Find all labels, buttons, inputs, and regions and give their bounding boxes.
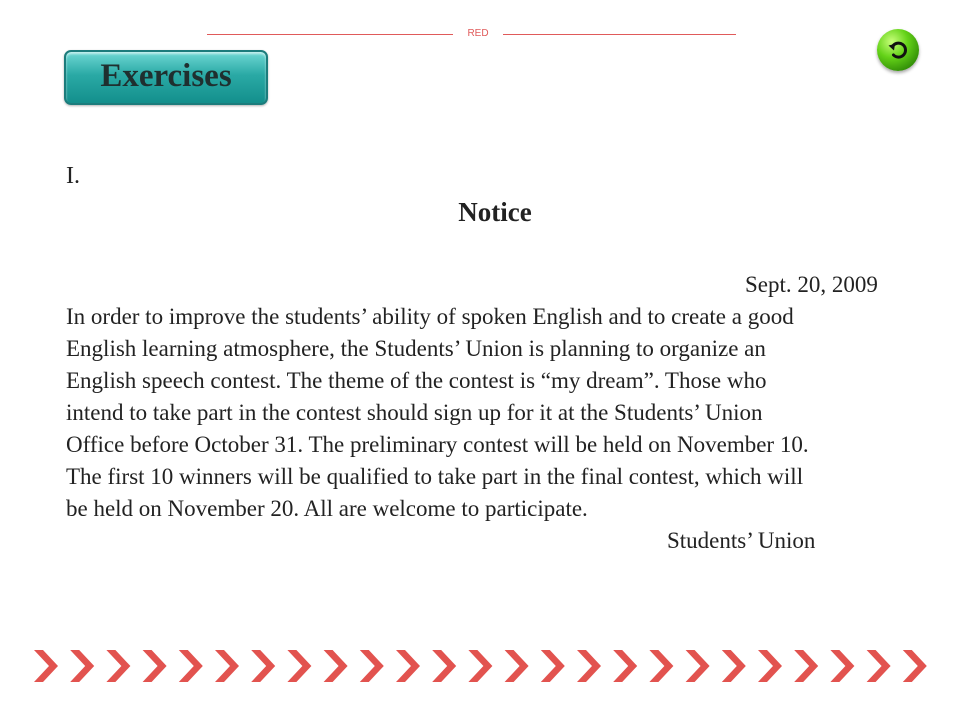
notice-line: be held on November 20. All are welcome to participate.	[66, 496, 588, 521]
return-arrow-icon	[886, 38, 910, 62]
chevron-mark	[468, 650, 492, 682]
notice-signature: Students’ Union	[667, 528, 816, 553]
notice-line: English learning atmosphere, the Students’ Union is planning to organize an	[66, 336, 766, 361]
chevron-mark	[505, 650, 529, 682]
chevron-mark	[722, 650, 746, 682]
chevron-mark	[34, 650, 58, 682]
chevron-mark	[541, 650, 565, 682]
chevron-row-icon	[30, 646, 935, 686]
chevron-mark	[686, 650, 710, 682]
chevron-mark	[867, 650, 891, 682]
chevron-mark	[70, 650, 94, 682]
chevron-mark	[143, 650, 167, 682]
chevron-mark	[251, 650, 275, 682]
chevron-mark	[649, 650, 673, 682]
chevron-mark	[903, 650, 927, 682]
section-number: I.	[66, 163, 80, 189]
notice-line: intend to take part in the contest should sign up for it at the Students’ Union	[66, 400, 763, 425]
notice-body	[66, 301, 809, 525]
notice-line: Office before October 31. The preliminary contest will be held on November 10.	[66, 432, 809, 457]
notice-date: Sept. 20, 2009	[745, 272, 878, 297]
chevron-mark	[758, 650, 782, 682]
chevron-mark	[396, 650, 420, 682]
notice-title: Notice	[458, 197, 532, 227]
back-button[interactable]	[877, 29, 919, 71]
chevron-mark	[613, 650, 637, 682]
chevron-mark	[324, 650, 348, 682]
exercises-button[interactable]: Exercises	[64, 50, 268, 105]
chevron-mark	[794, 650, 818, 682]
notice-line: The first 10 winners will be qualified to take part in the final contest, which will	[66, 464, 804, 489]
notice-line: English speech contest. The theme of the contest is “my dream”. Those who	[66, 368, 767, 393]
notice-line: In order to improve the students’ ability of spoken English and to create a good	[66, 304, 794, 329]
header-label: RED	[467, 28, 489, 39]
chevron-mark	[179, 650, 203, 682]
chevron-mark	[287, 650, 311, 682]
chevron-mark	[432, 650, 456, 682]
chevron-mark	[577, 650, 601, 682]
header-rule-left	[207, 34, 453, 35]
chevron-mark	[106, 650, 130, 682]
chevron-mark	[360, 650, 384, 682]
header-rule-right	[503, 34, 736, 35]
chevron-mark	[830, 650, 854, 682]
chevron-mark	[215, 650, 239, 682]
